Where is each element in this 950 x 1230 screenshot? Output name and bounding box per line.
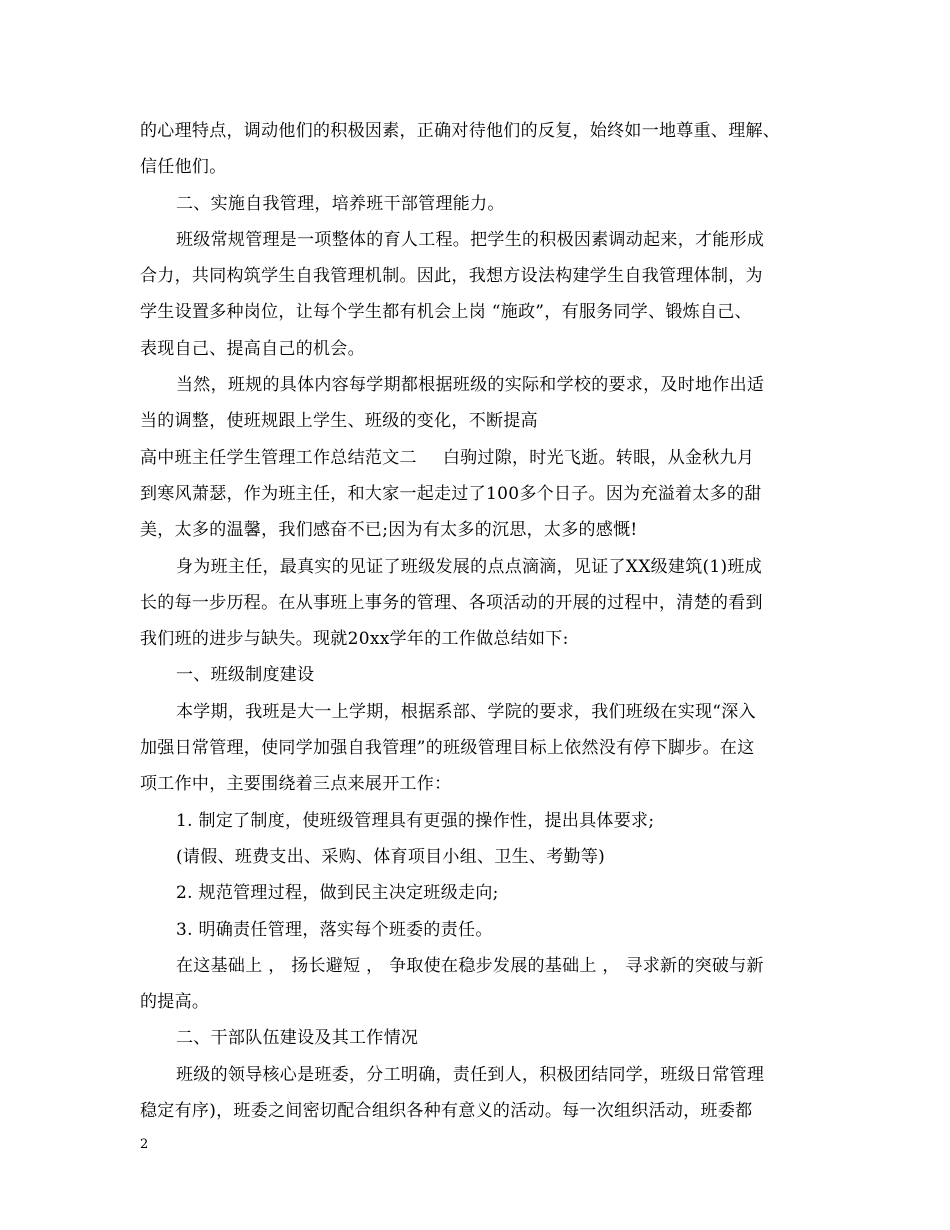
text-line [140, 367, 840, 403]
text-line-content: 班级的领导核心是班委，分工明确，责任到人，积极团结同学，班级日常管理 [176, 1064, 765, 1085]
text-line [140, 549, 840, 585]
text-line [140, 730, 840, 766]
text-line-content: 身为班主任，最真实的见证了班级发展的点点滴滴，见证了XX级建筑(1)班成 [176, 556, 763, 577]
text-line [140, 222, 840, 258]
text-line-content: 班级常规管理是一项整体的育人工程。把学生的积极因素调动起来，才能形成 [176, 229, 765, 250]
text-line-content: 3. 明确责任管理，落实每个班委的责任。 [176, 919, 493, 940]
text-line [140, 657, 840, 693]
text-line [140, 766, 840, 802]
text-line-content: 美，太多的温馨，我们感奋不已;因为有太多的沉思，太多的感慨! [140, 520, 638, 541]
text-line [140, 803, 840, 839]
text-line-content: 长的每一步历程。在从事班上事务的管理、各项活动的开展的过程中，清楚的看到 [140, 592, 763, 613]
text-line-trail: 白驹过隙，时光飞逝。转眼，从金秋九月 [442, 447, 755, 468]
text-line-content: 合力，共同构筑学生自我管理机制。因此，我想方设法构建学生自我管理体制，为 [140, 266, 763, 287]
text-line [140, 258, 840, 294]
text-line [140, 440, 840, 476]
text-line-content: 加强日常管理，使同学加强自我管理”的班级管理目标上依然没有停下脚步。在这 [140, 738, 755, 759]
text-line [140, 113, 840, 149]
text-line-content: 的提高。 [140, 992, 210, 1013]
text-line-content: 项工作中，主要围绕着三点来展开工作： [140, 774, 452, 795]
text-line-content: 1. 制定了制度，使班级管理具有更强的操作性，提出具体要求; [176, 810, 655, 831]
text-line [140, 912, 840, 948]
text-line [140, 1057, 840, 1093]
text-line-content: 二、干部队伍建设及其工作情况 [176, 1028, 419, 1049]
text-line [140, 585, 840, 621]
text-line-content: 到寒风萧瑟，作为班主任，和大家一起走过了100多个日子。因为充溢着太多的甜 [140, 483, 762, 504]
text-line-content: 学生设置多种岗位，让每个学生都有机会上岗 “施政”，有服务同学、锻炼自己、 [140, 302, 752, 323]
text-line [140, 948, 840, 984]
text-line [140, 331, 840, 367]
text-line-content: 本学期，我班是大一上学期，根据系部、学院的要求，我们班级在实现“深入 [176, 701, 756, 722]
text-line [140, 694, 840, 730]
text-line-content: 2. 规范管理过程，做到民主决定班级走向; [176, 883, 499, 904]
text-line-content: (请假、班费支出、采购、体育项目小组、卫生、考勤等) [176, 846, 606, 867]
text-line [140, 512, 840, 548]
text-line-content: 二、实施自我管理，培养班干部管理能力。 [176, 193, 505, 214]
text-line-content: 稳定有序)，班委之间密切配合组织各种有意义的活动。每一次组织活动，班委都 [140, 1101, 753, 1122]
text-line-content: 当然，班规的具体内容每学期都根据班级的实际和学校的要求，及时地作出适 [176, 375, 765, 396]
text-line [140, 621, 840, 657]
text-line [140, 875, 840, 911]
text-line [140, 839, 840, 875]
text-line-content: 一、班级制度建设 [176, 665, 315, 686]
text-line [140, 403, 840, 439]
text-line [140, 476, 840, 512]
text-line [140, 1020, 840, 1056]
text-line-content: 在这基础上 ， 扬长避短 ， 争取使在稳步发展的基础上 ， 寻求新的突破与新 [176, 955, 764, 976]
text-line-content: 我们班的进步与缺失。现就20xx学年的工作做总结如下: [140, 629, 569, 650]
text-line-content: 表现自己、提高自己的机会。 [140, 338, 365, 359]
text-line [140, 186, 840, 222]
text-line [140, 1093, 840, 1129]
text-line-content: 高中班主任学生管理工作总结范文二 [140, 447, 417, 468]
text-line-content: 信任他们。 [140, 157, 227, 178]
text-line [140, 294, 840, 330]
text-line-content: 的心理特点，调动他们的积极因素，正确对待他们的反复，始终如一地尊重、理解、 [140, 121, 781, 141]
text-line [140, 984, 840, 1020]
body-text [140, 113, 840, 1129]
text-line-content: 当的调整，使班规跟上学生、班级的变化，不断提高 [140, 411, 538, 432]
text-line [140, 149, 840, 185]
page-number: 2 [140, 1137, 149, 1152]
